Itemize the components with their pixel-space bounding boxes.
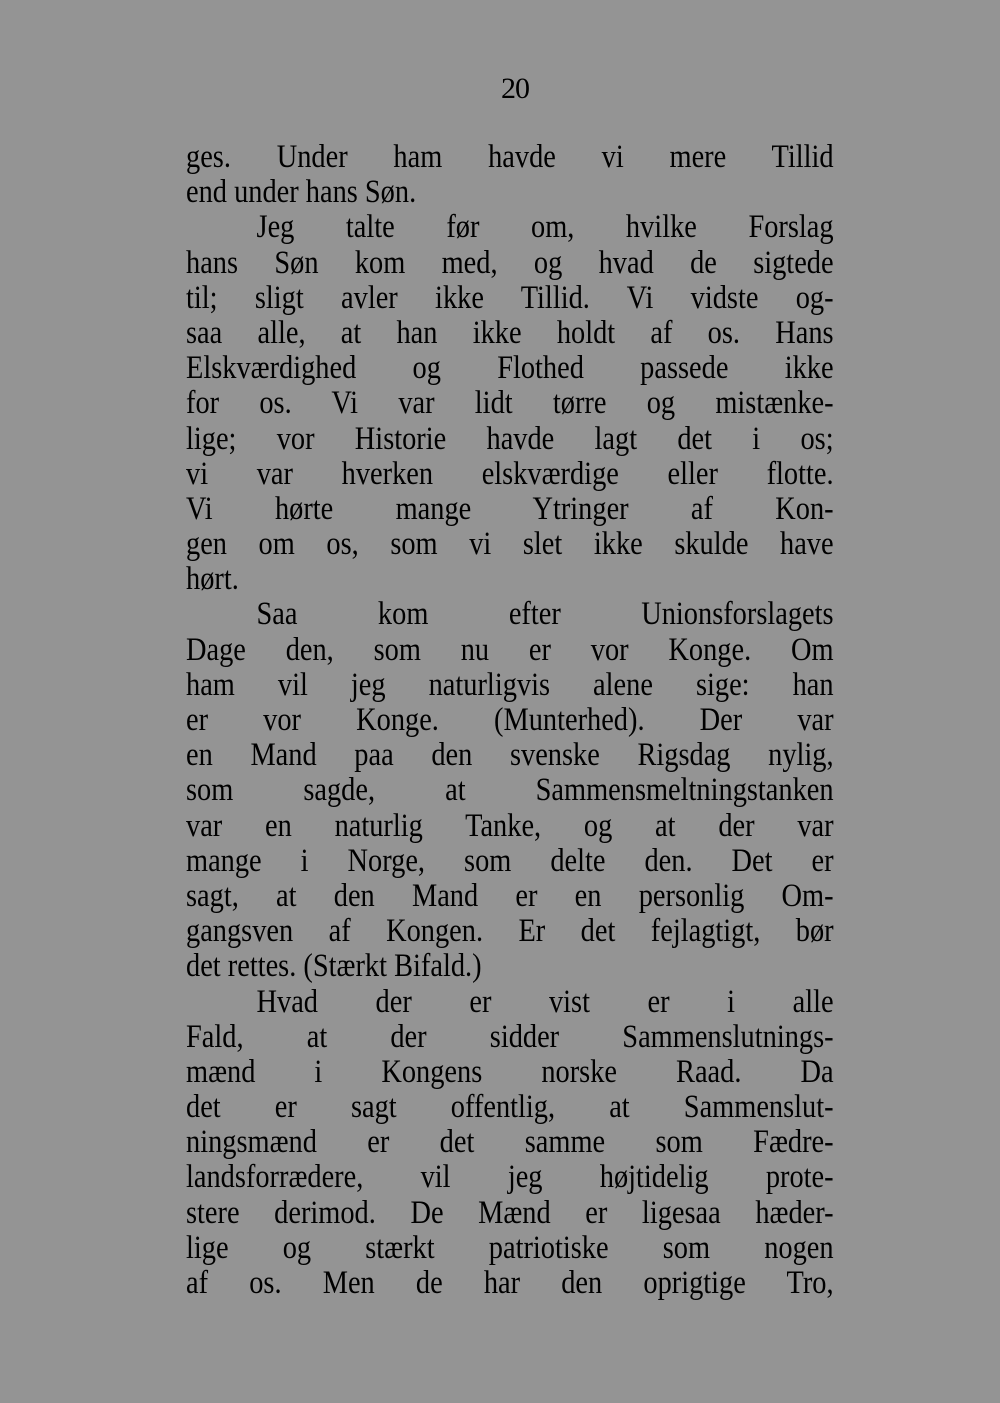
text-line: landsforrædere, vil jeg højtidelig prote-	[186, 1159, 834, 1196]
text-line: end under hans Søn.	[186, 174, 417, 211]
text-line: til; sligt avler ikke Tillid. Vi vidste og-	[186, 279, 834, 316]
text-line: lige; vor Historie havde lagt det i os;	[186, 420, 834, 457]
text-line: Fald, at der sidder Sammenslutnings-	[186, 1018, 834, 1055]
text-line: Saa kom efter Unionsforslagets	[256, 596, 834, 633]
text-line: saa alle, at han ikke holdt af os. Hans	[186, 314, 834, 351]
text-line: mænd i Kongens norske Raad. Da	[186, 1053, 834, 1090]
text-line: er vor Konge. (Munterhed). Der var	[186, 702, 834, 738]
text-line: vi var hverken elskværdige eller flotte.	[186, 455, 834, 492]
text-line: mange i Norge, som delte den. Det er	[186, 842, 834, 879]
text-line: ham vil jeg naturligvis alene sige: han	[186, 666, 834, 703]
text-line: Vi hørte mange Ytringer af Kon-	[186, 490, 834, 527]
text-line: af os. Men de har den oprigtige Tro,	[186, 1265, 834, 1301]
text-line: Hvad der er vist er i alle	[256, 983, 834, 1020]
text-line: hans Søn kom med, og hvad de sigtede	[186, 244, 834, 281]
text-line: Dage den, som nu er vor Konge. Om	[186, 631, 834, 668]
text-line: var en naturlig Tanke, og at der var	[186, 807, 834, 844]
text-line: det rettes. (Stærkt Bifald.)	[186, 948, 482, 985]
text-line: en Mand paa den svenske Rigsdag nylig,	[186, 737, 834, 774]
body-text	[186, 140, 834, 1301]
text-line: stere derimod. De Mænd er ligesaa hæder-	[186, 1194, 834, 1231]
text-line: sagt, at den Mand er en personlig Om-	[186, 877, 834, 914]
page-number: 20	[501, 72, 529, 105]
text-line: Elskværdighed og Flothed passede ikke	[186, 350, 834, 387]
text-line: Jeg talte før om, hvilke Forslag	[256, 209, 834, 246]
text-line: lige og stærkt patriotiske som nogen	[186, 1229, 834, 1266]
text-line: gen om os, som vi slet ikke skulde have	[186, 526, 834, 563]
text-line: hørt.	[186, 561, 239, 598]
text-line: gangsven af Kongen. Er det fejlagtigt, bør	[186, 913, 834, 950]
text-line: ges. Under ham havde vi mere Tillid	[186, 139, 834, 175]
text-line: som sagde, at Sammensmeltningstanken	[186, 772, 834, 809]
text-line: for os. Vi var lidt tørre og mistænke-	[186, 385, 834, 422]
text-line: det er sagt offentlig, at Sammenslut-	[186, 1089, 834, 1126]
text-line: ningsmænd er det samme som Fædre-	[186, 1124, 834, 1161]
